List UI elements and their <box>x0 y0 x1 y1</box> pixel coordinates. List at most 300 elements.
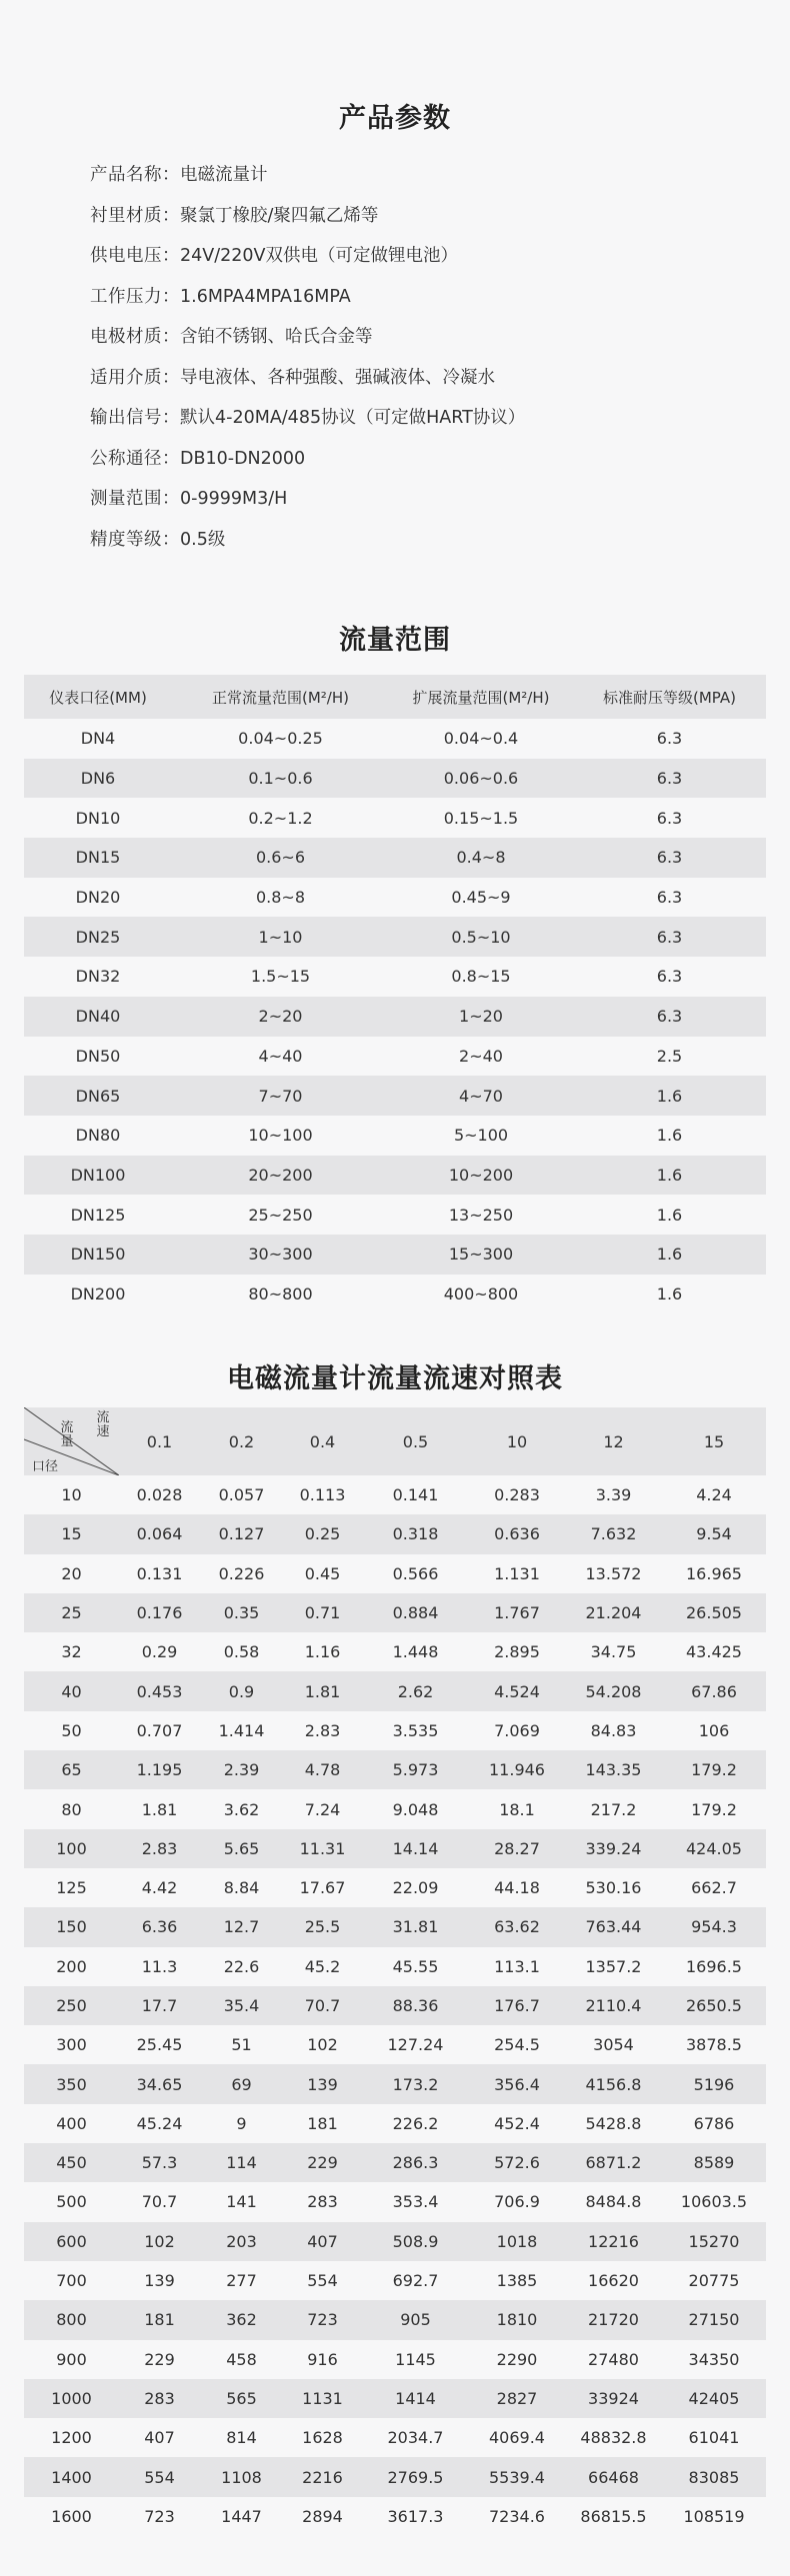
diameter-cell: 80 <box>24 1789 119 1828</box>
table-cell: 1414 <box>362 2379 469 2418</box>
param-label: 产品名称： <box>90 165 180 185</box>
table-row <box>24 1076 766 1116</box>
param-row <box>90 317 525 358</box>
table-cell: 0.283 <box>469 1475 565 1514</box>
table-cell: 27480 <box>565 2340 662 2379</box>
table-cell: 353.4 <box>362 2182 469 2221</box>
table-cell: 0.127 <box>200 1514 283 1553</box>
table-cell: 6.3 <box>573 719 766 759</box>
table-cell: 3.62 <box>200 1789 283 1828</box>
table-cell: 88.36 <box>362 1986 469 2025</box>
table-row <box>24 1711 766 1750</box>
table-cell: DN10 <box>24 798 172 838</box>
table-cell: 4~70 <box>389 1076 573 1116</box>
table-row <box>24 997 766 1037</box>
table-cell: 6.3 <box>573 917 766 957</box>
table-row <box>24 1554 766 1593</box>
table-cell: 61041 <box>662 2418 766 2457</box>
table-cell: 1.6 <box>573 1116 766 1156</box>
param-label: 工作压力： <box>90 286 180 307</box>
diameter-cell: 400 <box>24 2104 119 2143</box>
table-cell: 1.81 <box>119 1789 200 1828</box>
table-cell: 1131 <box>283 2379 362 2418</box>
table-cell: 530.16 <box>565 1868 662 1907</box>
param-row <box>90 155 525 196</box>
table-row <box>24 2104 766 2143</box>
table-row <box>24 838 766 878</box>
table-cell: 34.65 <box>119 2064 200 2103</box>
table-cell: 5.65 <box>200 1829 283 1868</box>
table-cell: 2290 <box>469 2340 565 2379</box>
corner-velocity-label: 流速 <box>96 1410 110 1439</box>
table-row <box>24 2025 766 2064</box>
param-row <box>90 358 525 399</box>
table-cell: 339.24 <box>565 1829 662 1868</box>
table-cell: 34350 <box>662 2340 766 2379</box>
table-row <box>24 1514 766 1553</box>
table-cell: 6786 <box>662 2104 766 2143</box>
table-cell: 5539.4 <box>469 2457 565 2496</box>
table-cell: 0.5~10 <box>389 917 573 957</box>
table-row <box>24 957 766 997</box>
table-cell: 127.24 <box>362 2025 469 2064</box>
table-cell: 20~200 <box>172 1156 389 1196</box>
table-cell: 1357.2 <box>565 1947 662 1986</box>
diameter-cell: 300 <box>24 2025 119 2064</box>
table-cell: 7.069 <box>469 1711 565 1750</box>
table-cell: 25.45 <box>119 2025 200 2064</box>
table-row <box>24 1235 766 1275</box>
table-cell: 0.453 <box>119 1671 200 1710</box>
table-cell: 54.208 <box>565 1671 662 1710</box>
diameter-cell: 200 <box>24 1947 119 1986</box>
table-cell: 0.1~0.6 <box>172 759 389 799</box>
velocity-header-cell: 0.5 <box>362 1407 469 1475</box>
table-row <box>24 1116 766 1156</box>
diameter-cell: 600 <box>24 2222 119 2261</box>
table-cell: 0.04~0.4 <box>389 719 573 759</box>
diameter-cell: 50 <box>24 1711 119 1750</box>
table-cell: 8484.8 <box>565 2182 662 2221</box>
param-value: 含铂不锈钢、哈氏合金等 <box>180 327 373 347</box>
table-cell: 70.7 <box>119 2182 200 2221</box>
param-value: 默认4-20MA/485协议（可定做HART协议） <box>180 408 526 428</box>
table-cell: 554 <box>119 2457 200 2496</box>
table-cell: 4069.4 <box>469 2418 565 2457</box>
table-cell: 86815.5 <box>565 2497 662 2536</box>
table-cell: DN40 <box>24 997 172 1037</box>
table-cell: 0.318 <box>362 1514 469 1553</box>
table-cell: 45.55 <box>362 1947 469 1986</box>
table-row <box>24 2340 766 2379</box>
table-cell: 458 <box>200 2340 283 2379</box>
table-cell: 283 <box>119 2379 200 2418</box>
table-cell: 2.895 <box>469 1632 565 1671</box>
table-cell: 14.14 <box>362 1829 469 1868</box>
table-cell: 6.3 <box>573 798 766 838</box>
table-cell: 1.414 <box>200 1711 283 1750</box>
table-cell: 2.39 <box>200 1750 283 1789</box>
diameter-cell: 20 <box>24 1554 119 1593</box>
table-cell: 12.7 <box>200 1907 283 1946</box>
table-cell: DN125 <box>24 1195 172 1235</box>
table-cell: 12216 <box>565 2222 662 2261</box>
table-cell: 400~800 <box>389 1275 573 1314</box>
table-cell: 42405 <box>662 2379 766 2418</box>
param-row <box>90 398 525 439</box>
table-cell: 1.5~15 <box>172 957 389 997</box>
velocity-header-row <box>24 1407 766 1475</box>
table-cell: 723 <box>119 2497 200 2536</box>
table-cell: DN100 <box>24 1156 172 1196</box>
table-cell: 229 <box>283 2143 362 2182</box>
table-cell: 1385 <box>469 2261 565 2300</box>
table-cell: 2.83 <box>283 1711 362 1750</box>
table-cell: 51 <box>200 2025 283 2064</box>
table-cell: 954.3 <box>662 1907 766 1946</box>
diameter-cell: 125 <box>24 1868 119 1907</box>
diameter-cell: 1000 <box>24 2379 119 2418</box>
table-cell: DN4 <box>24 719 172 759</box>
table-cell: 362 <box>200 2300 283 2339</box>
table-row <box>24 2497 766 2536</box>
velocity-header-cell: 0.2 <box>200 1407 283 1475</box>
param-label: 精度等级： <box>90 529 180 550</box>
table-cell: 1018 <box>469 2222 565 2261</box>
table-cell: 20775 <box>662 2261 766 2300</box>
table-cell: 173.2 <box>362 2064 469 2103</box>
table-cell: 45.24 <box>119 2104 200 2143</box>
table-cell: 5428.8 <box>565 2104 662 2143</box>
param-row <box>90 439 525 480</box>
table-cell: 9 <box>200 2104 283 2143</box>
table-cell: 407 <box>283 2222 362 2261</box>
table-cell: 508.9 <box>362 2222 469 2261</box>
table-cell: 0.141 <box>362 1475 469 1514</box>
table-cell: 4.78 <box>283 1750 362 1789</box>
table-cell: 13.572 <box>565 1554 662 1593</box>
table-cell: 5.973 <box>362 1750 469 1789</box>
table-row <box>24 1947 766 1986</box>
table-cell: 179.2 <box>662 1789 766 1828</box>
table-cell: 2034.7 <box>362 2418 469 2457</box>
flow-range-title: 流量范围 <box>339 625 451 656</box>
flow-range-header-cell: 仪表口径(MM) <box>24 675 172 719</box>
table-cell: 10~100 <box>172 1116 389 1156</box>
table-cell: 0.6~6 <box>172 838 389 878</box>
table-cell: 0.8~8 <box>172 878 389 918</box>
table-cell: 277 <box>200 2261 283 2300</box>
table-cell: 5~100 <box>389 1116 573 1156</box>
flow-range-table <box>24 675 766 1313</box>
table-row <box>24 1037 766 1077</box>
param-row <box>90 277 525 318</box>
param-label: 公称通径： <box>90 448 180 469</box>
table-row <box>24 2143 766 2182</box>
diameter-cell: 150 <box>24 1907 119 1946</box>
table-cell: 179.2 <box>662 1750 766 1789</box>
table-cell: 2216 <box>283 2457 362 2496</box>
table-cell: 15270 <box>662 2222 766 2261</box>
table-cell: 1.448 <box>362 1632 469 1671</box>
table-cell: 3054 <box>565 2025 662 2064</box>
velocity-header-cell: 12 <box>565 1407 662 1475</box>
diameter-cell: 700 <box>24 2261 119 2300</box>
table-cell: 1.16 <box>283 1632 362 1671</box>
table-cell: 0.9 <box>200 1671 283 1710</box>
table-cell: 1~10 <box>172 917 389 957</box>
params-title: 产品参数 <box>339 103 451 134</box>
table-cell: 70.7 <box>283 1986 362 2025</box>
flow-range-header-cell: 正常流量范围(M²/H) <box>172 675 389 719</box>
corner-diameter-label: 口径 <box>32 1459 59 1474</box>
param-value: 聚氯丁橡胶/聚四氟乙烯等 <box>180 205 379 226</box>
table-cell: 2827 <box>469 2379 565 2418</box>
table-cell: 2650.5 <box>662 1986 766 2025</box>
diameter-cell: 10 <box>24 1475 119 1514</box>
velocity-table <box>24 1407 766 2536</box>
table-cell: DN65 <box>24 1076 172 1116</box>
table-row <box>24 2182 766 2221</box>
table-cell: 0.028 <box>119 1475 200 1514</box>
table-cell: 763.44 <box>565 1907 662 1946</box>
param-value: 0.5级 <box>180 529 226 550</box>
table-cell: DN32 <box>24 957 172 997</box>
table-cell: 1810 <box>469 2300 565 2339</box>
table-cell: 3878.5 <box>662 2025 766 2064</box>
table-cell: 1145 <box>362 2340 469 2379</box>
table-cell: 2110.4 <box>565 1986 662 2025</box>
table-cell: 69 <box>200 2064 283 2103</box>
table-cell: 4.24 <box>662 1475 766 1514</box>
param-value: 24V/220V双供电（可定做锂电池） <box>180 246 459 266</box>
param-row <box>90 196 525 237</box>
table-cell: 16.965 <box>662 1554 766 1593</box>
table-cell: 108519 <box>662 2497 766 2536</box>
table-row <box>24 1789 766 1828</box>
table-cell: 0.58 <box>200 1632 283 1671</box>
table-cell: 7.24 <box>283 1789 362 1828</box>
table-cell: 33924 <box>565 2379 662 2418</box>
table-cell: 286.3 <box>362 2143 469 2182</box>
param-value: DB10-DN2000 <box>180 448 306 469</box>
table-cell: 4.42 <box>119 1868 200 1907</box>
table-cell: 35.4 <box>200 1986 283 2025</box>
table-cell: 22.6 <box>200 1947 283 1986</box>
table-cell: 8.84 <box>200 1868 283 1907</box>
table-cell: 83085 <box>662 2457 766 2496</box>
table-cell: 706.9 <box>469 2182 565 2221</box>
table-cell: 2.83 <box>119 1829 200 1868</box>
table-cell: 7.632 <box>565 1514 662 1553</box>
diameter-cell: 450 <box>24 2143 119 2182</box>
diameter-cell: 65 <box>24 1750 119 1789</box>
table-cell: 28.27 <box>469 1829 565 1868</box>
table-cell: 4~40 <box>172 1037 389 1077</box>
table-cell: 30~300 <box>172 1235 389 1275</box>
table-cell: 1.6 <box>573 1156 766 1196</box>
diameter-cell: 15 <box>24 1514 119 1553</box>
table-cell: 6.3 <box>573 997 766 1037</box>
table-row <box>24 2457 766 2496</box>
table-cell: 10603.5 <box>662 2182 766 2221</box>
table-cell: 0.636 <box>469 1514 565 1553</box>
table-cell: 7234.6 <box>469 2497 565 2536</box>
table-cell: 1447 <box>200 2497 283 2536</box>
param-row <box>90 520 525 561</box>
table-cell: 1~20 <box>389 997 573 1037</box>
table-cell: 2~40 <box>389 1037 573 1077</box>
param-label: 衬里材质： <box>90 205 180 226</box>
table-row <box>24 917 766 957</box>
table-cell: 283 <box>283 2182 362 2221</box>
table-cell: 43.425 <box>662 1632 766 1671</box>
table-cell: 662.7 <box>662 1868 766 1907</box>
table-row <box>24 1195 766 1235</box>
table-cell: 6.3 <box>573 878 766 918</box>
param-label: 输出信号： <box>90 408 180 428</box>
table-cell: 17.7 <box>119 1986 200 2025</box>
table-cell: 407 <box>119 2418 200 2457</box>
table-cell: 0.176 <box>119 1593 200 1632</box>
diameter-cell: 900 <box>24 2340 119 2379</box>
table-cell: DN15 <box>24 838 172 878</box>
table-cell: 814 <box>200 2418 283 2457</box>
table-cell: 102 <box>283 2025 362 2064</box>
table-cell: 916 <box>283 2340 362 2379</box>
table-cell: 143.35 <box>565 1750 662 1789</box>
diameter-cell: 1600 <box>24 2497 119 2536</box>
table-cell: 1.81 <box>283 1671 362 1710</box>
param-value: 1.6MPA4MPA16MPA <box>180 286 351 307</box>
table-cell: 4156.8 <box>565 2064 662 2103</box>
table-cell: 6.3 <box>573 759 766 799</box>
table-cell: 3.39 <box>565 1475 662 1514</box>
table-row <box>24 2300 766 2339</box>
table-cell: 6871.2 <box>565 2143 662 2182</box>
table-cell: 0.71 <box>283 1593 362 1632</box>
table-cell: DN50 <box>24 1037 172 1077</box>
table-cell: 424.05 <box>662 1829 766 1868</box>
table-cell: 2769.5 <box>362 2457 469 2496</box>
table-cell: 356.4 <box>469 2064 565 2103</box>
table-cell: 21.204 <box>565 1593 662 1632</box>
table-cell: 0.8~15 <box>389 957 573 997</box>
table-row <box>24 1750 766 1789</box>
table-cell: 113.1 <box>469 1947 565 1986</box>
table-cell: 0.2~1.2 <box>172 798 389 838</box>
table-cell: DN200 <box>24 1275 172 1314</box>
table-cell: 80~800 <box>172 1275 389 1314</box>
table-cell: 226.2 <box>362 2104 469 2143</box>
table-cell: 25.5 <box>283 1907 362 1946</box>
table-cell: 0.04~0.25 <box>172 719 389 759</box>
table-cell: 692.7 <box>362 2261 469 2300</box>
diameter-cell: 250 <box>24 1986 119 2025</box>
table-cell: 21720 <box>565 2300 662 2339</box>
table-cell: 452.4 <box>469 2104 565 2143</box>
table-cell: 203 <box>200 2222 283 2261</box>
table-cell: 1628 <box>283 2418 362 2457</box>
table-cell: 2.5 <box>573 1037 766 1077</box>
table-cell: 25~250 <box>172 1195 389 1235</box>
table-cell: 139 <box>119 2261 200 2300</box>
table-cell: 9.54 <box>662 1514 766 1553</box>
table-cell: 13~250 <box>389 1195 573 1235</box>
table-row <box>24 878 766 918</box>
table-cell: 1.6 <box>573 1275 766 1314</box>
diameter-cell: 25 <box>24 1593 119 1632</box>
velocity-table-title: 电磁流量计流量流速对照表 <box>227 1363 563 1394</box>
table-cell: 17.67 <box>283 1868 362 1907</box>
table-cell: 34.75 <box>565 1632 662 1671</box>
flow-range-header-row <box>24 675 766 719</box>
param-label: 适用介质： <box>90 367 180 388</box>
table-cell: 8589 <box>662 2143 766 2182</box>
table-cell: 565 <box>200 2379 283 2418</box>
table-cell: 106 <box>662 1711 766 1750</box>
table-cell: 0.25 <box>283 1514 362 1553</box>
param-value: 0-9999M3/H <box>180 489 288 509</box>
table-cell: 0.06~0.6 <box>389 759 573 799</box>
table-cell: 2.62 <box>362 1671 469 1710</box>
table-cell: 15~300 <box>389 1235 573 1275</box>
velocity-header-cell: 0.4 <box>283 1407 362 1475</box>
table-cell: DN20 <box>24 878 172 918</box>
table-row <box>24 759 766 799</box>
table-cell: 0.45~9 <box>389 878 573 918</box>
param-label: 供电电压： <box>90 246 180 266</box>
table-cell: 66468 <box>565 2457 662 2496</box>
table-cell: 67.86 <box>662 1671 766 1710</box>
table-cell: 84.83 <box>565 1711 662 1750</box>
velocity-header-cell: 0.1 <box>119 1407 200 1475</box>
table-cell: 139 <box>283 2064 362 2103</box>
table-row <box>24 1475 766 1514</box>
table-cell: 11.3 <box>119 1947 200 1986</box>
table-cell: 905 <box>362 2300 469 2339</box>
table-cell: 114 <box>200 2143 283 2182</box>
table-cell: 1108 <box>200 2457 283 2496</box>
table-cell: 1.6 <box>573 1235 766 1275</box>
param-row <box>90 479 525 520</box>
table-row <box>24 1156 766 1196</box>
table-cell: DN150 <box>24 1235 172 1275</box>
table-cell: 26.505 <box>662 1593 766 1632</box>
param-label: 测量范围： <box>90 489 180 509</box>
table-cell: 5196 <box>662 2064 766 2103</box>
param-row <box>90 236 525 277</box>
table-cell: 0.707 <box>119 1711 200 1750</box>
table-row <box>24 798 766 838</box>
table-cell: 57.3 <box>119 2143 200 2182</box>
table-cell: 0.35 <box>200 1593 283 1632</box>
table-cell: 572.6 <box>469 2143 565 2182</box>
table-cell: 1.6 <box>573 1076 766 1116</box>
table-cell: 0.45 <box>283 1554 362 1593</box>
diameter-cell: 100 <box>24 1829 119 1868</box>
diameter-cell: 32 <box>24 1632 119 1671</box>
corner-header-cell <box>24 1407 119 1475</box>
table-cell: 1.767 <box>469 1593 565 1632</box>
table-cell: 11.946 <box>469 1750 565 1789</box>
table-cell: 0.15~1.5 <box>389 798 573 838</box>
table-cell: 10~200 <box>389 1156 573 1196</box>
table-cell: 45.2 <box>283 1947 362 1986</box>
table-cell: 0.4~8 <box>389 838 573 878</box>
table-row <box>24 1275 766 1314</box>
table-row <box>24 1829 766 1868</box>
